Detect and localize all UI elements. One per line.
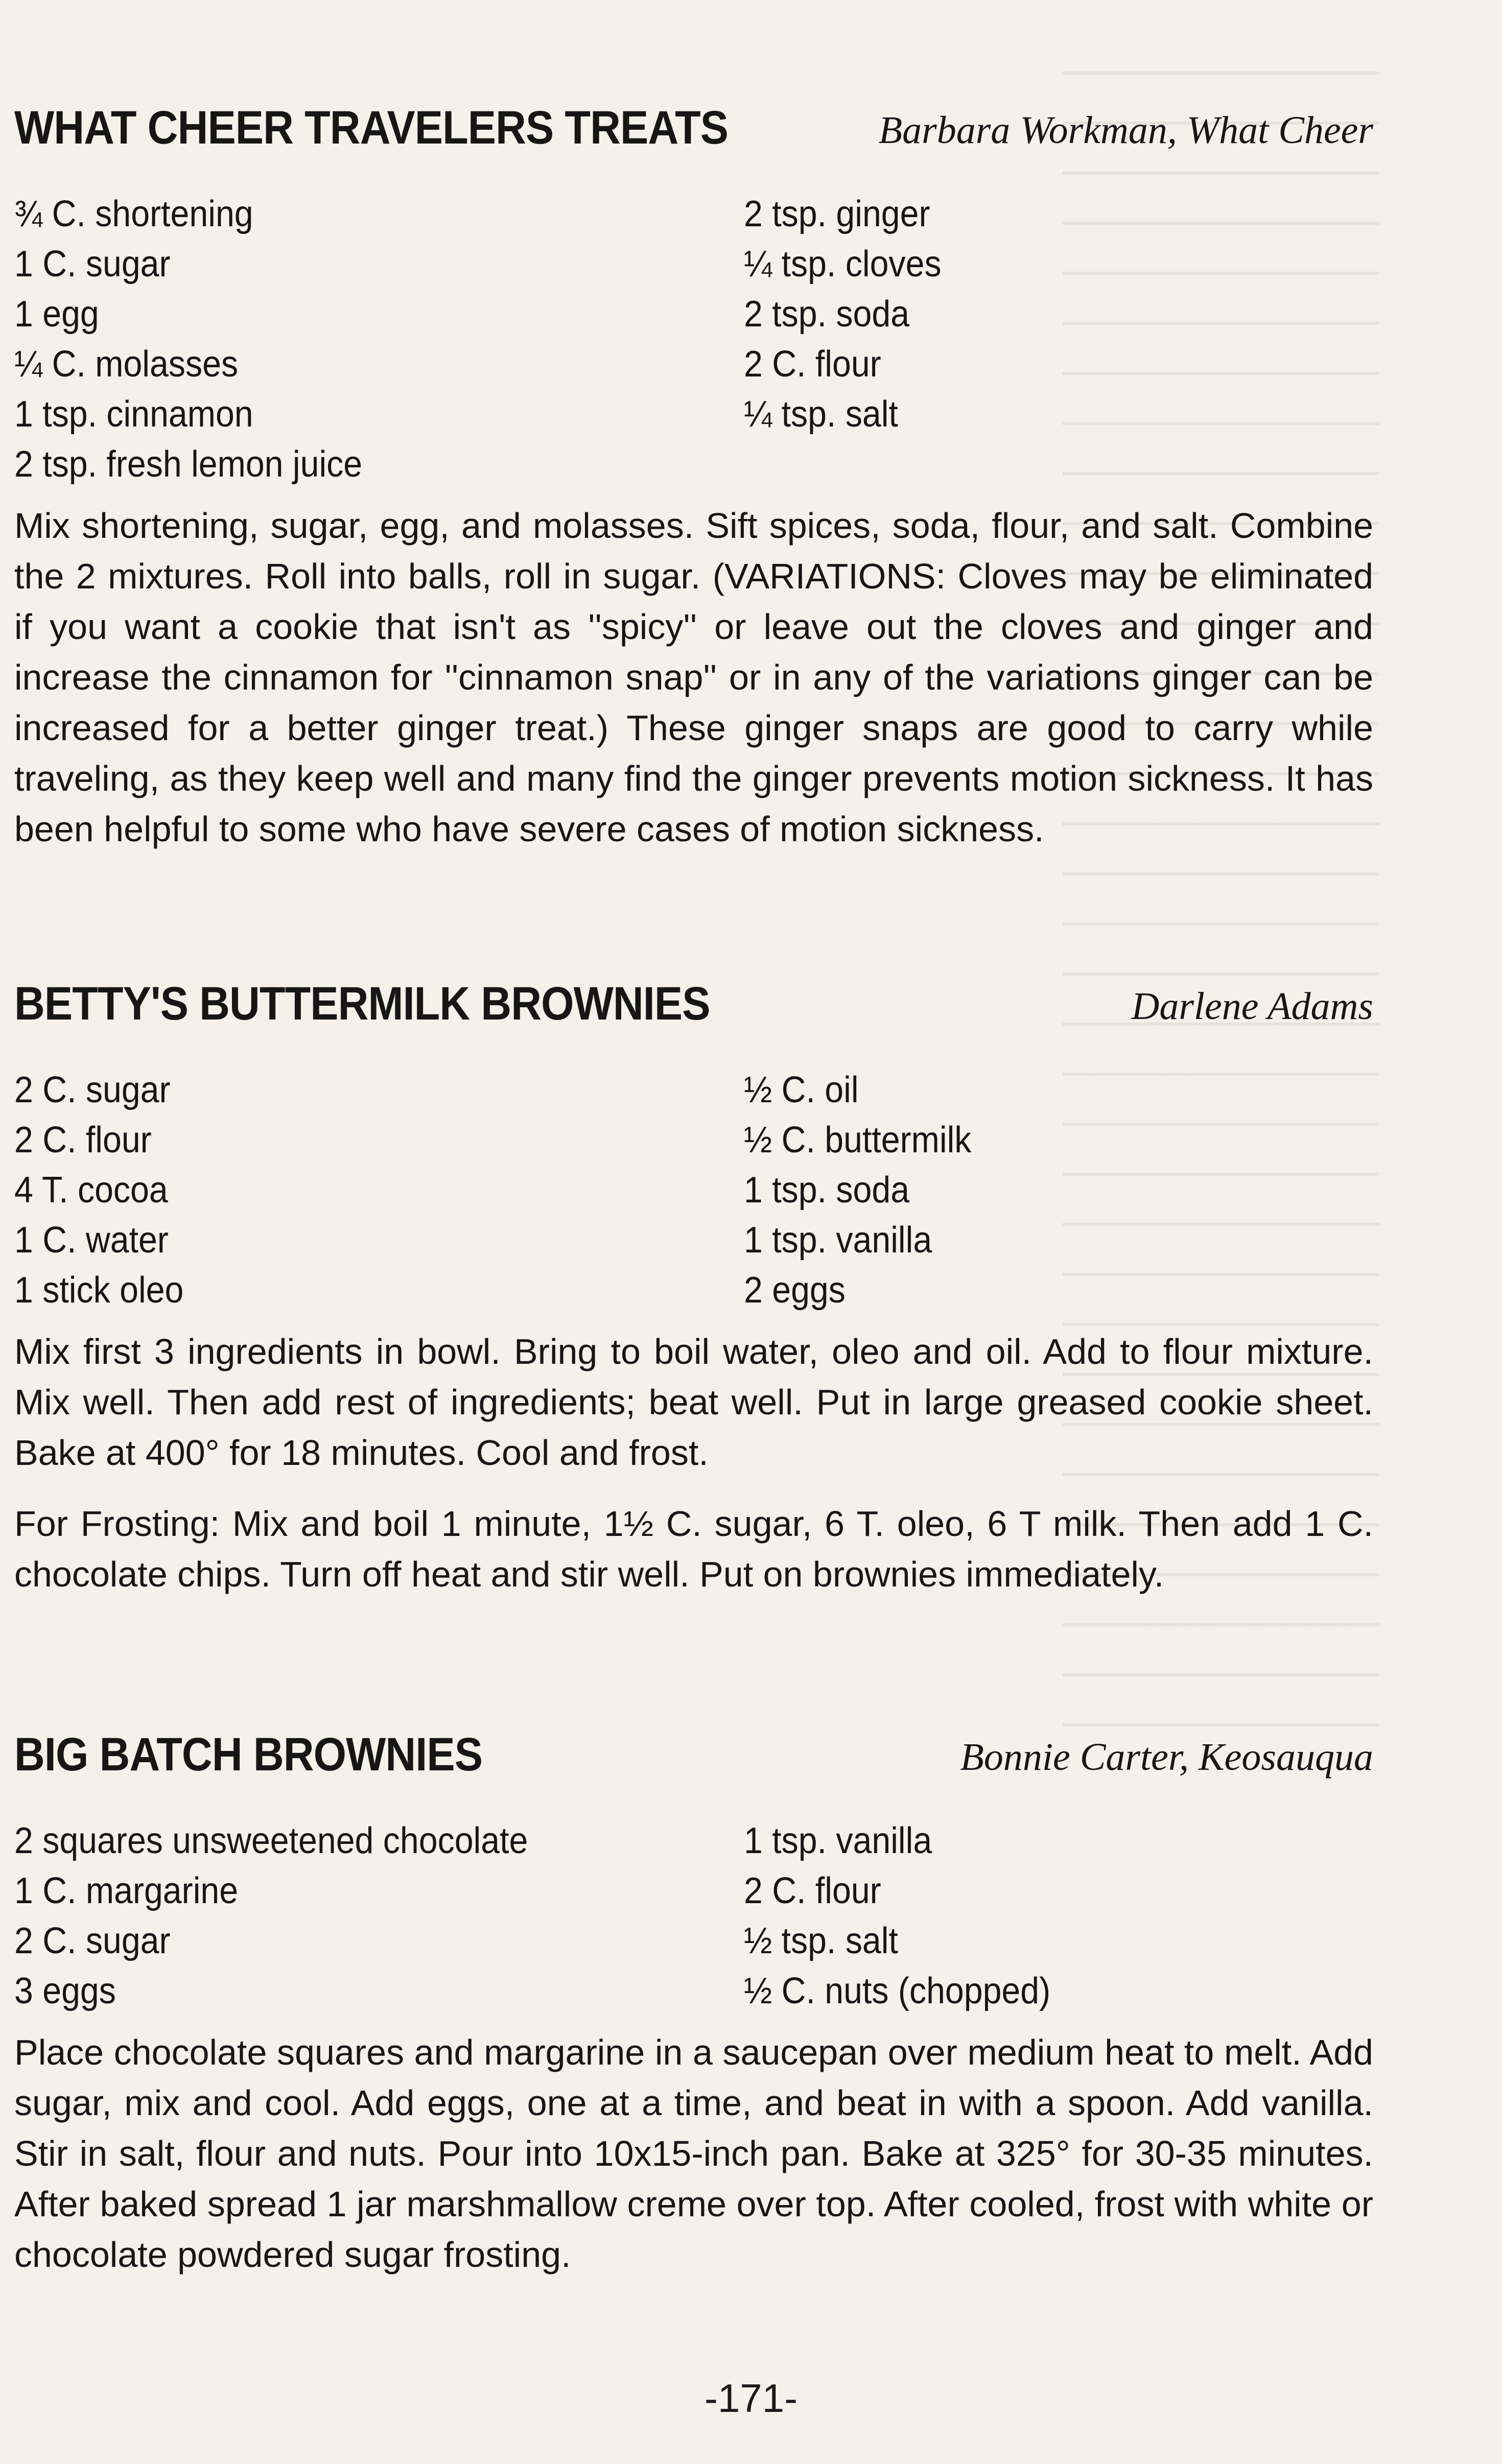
ingredient-list xyxy=(14,189,1373,489)
recipe-header xyxy=(14,973,1373,1039)
recipe-author: Barbara Workman, What Cheer xyxy=(878,109,1373,152)
ingredient-column-right xyxy=(744,1816,1373,2016)
ingredient-item: 2 squares unsweetened chocolate xyxy=(14,1820,528,1861)
ingredient-item: 1 C. sugar xyxy=(14,244,171,285)
ingredient-column-left xyxy=(14,1816,744,2016)
recipe-author: Darlene Adams xyxy=(1131,985,1373,1028)
ingredient-item: 2 C. sugar xyxy=(14,1921,171,1961)
ingredient-column-right xyxy=(744,1065,1373,1315)
ingredient-column-right xyxy=(744,189,1373,489)
ingredient-item: 2 tsp. fresh lemon juice xyxy=(14,444,363,485)
recipe-author: Bonnie Carter, Keosauqua xyxy=(960,1736,1373,1779)
ingredient-item: ¾ C. shortening xyxy=(14,194,253,234)
ingredient-item: ½ C. nuts (chopped) xyxy=(744,1971,1051,2011)
recipe-header xyxy=(14,1724,1373,1790)
ingredient-item: 2 tsp. ginger xyxy=(744,194,930,234)
recipe-big-batch-brownies xyxy=(14,1724,1373,2280)
ingredient-item: 2 C. flour xyxy=(744,344,881,385)
ingredient-item: 1 egg xyxy=(14,294,99,335)
frosting-instructions: For Frosting: Mix and boil 1 minute, 1½ C. sugar, 6 T. oleo, 6 T milk. Then add 1 C. chocolate chips. Turn off heat and stir well. Put on brownies immediately. xyxy=(14,1504,1373,1594)
ingredient-item: 2 C. sugar xyxy=(14,1070,171,1110)
ingredient-item: ½ C. buttermilk xyxy=(744,1120,972,1160)
ingredient-item: 2 C. flour xyxy=(744,1870,881,1911)
recipe-directions: Mix shortening, sugar, egg, and molasses. Sift spices, soda, flour, and salt. Combine the 2 mixtures. Roll into balls, roll in sugar. (VARIATIONS: Cloves may be eliminated if you want a cookie that isn't as ''spicy'' or leave out the cloves and ginger and increase the cinnamon for ''cinnamon snap'' or in any of the variations ginger can be increased for a better ginger treat.) These ginger snaps are good to carry while traveling, as they keep well and many find the ginger prevents motion sickness. It has been helpful to some who have severe cases of motion sickness. xyxy=(14,506,1373,849)
ingredient-column-left xyxy=(14,189,744,489)
ingredient-item: 2 C. flour xyxy=(14,1120,152,1160)
recipe-header xyxy=(14,97,1373,163)
recipe-title: BIG BATCH BROWNIES xyxy=(14,1728,483,1781)
ingredient-item: ½ tsp. salt xyxy=(744,1921,898,1961)
ingredient-list xyxy=(14,1065,1373,1315)
ingredient-item: ¼ tsp. cloves xyxy=(744,244,942,285)
ingredient-item: 2 tsp. soda xyxy=(744,294,910,335)
ingredient-list xyxy=(14,1816,1373,2016)
ingredient-item: 1 tsp. cinnamon xyxy=(14,394,253,435)
ingredient-item: 1 tsp. vanilla xyxy=(744,1820,932,1861)
ingredient-item: ¼ C. molasses xyxy=(14,344,239,385)
ingredient-item: 3 eggs xyxy=(14,1971,116,2011)
ingredient-item: 2 eggs xyxy=(744,1270,846,1311)
ingredient-item: 1 tsp. vanilla xyxy=(744,1220,932,1261)
recipe-directions: Mix first 3 ingredients in bowl. Bring to boil water, oleo and oil. Add to flour mixture. Mix well. Then add rest of ingredients; beat well. Put in large greased cookie sheet. Bake at 400° for 18 minutes. Cool and frost. xyxy=(14,1332,1373,1473)
recipe-bettys-buttermilk-brownies xyxy=(14,973,1373,1600)
ingredient-item: 1 stick oleo xyxy=(14,1270,184,1311)
recipe-what-cheer-travelers-treats xyxy=(14,97,1373,855)
recipe-title: WHAT CHEER TRAVELERS TREATS xyxy=(14,102,729,154)
recipe-title: BETTY'S BUTTERMILK BROWNIES xyxy=(14,978,710,1030)
recipe-directions: Place chocolate squares and margarine in a saucepan over medium heat to melt. Add sugar, mix and cool. Add eggs, one at a time, and beat in with a spoon. Add vanilla. Stir in salt, flour and nuts. Pour into 10x15-inch pan. Bake at 325° for 30-35 minutes. After baked spread 1 jar marshmallow creme over top. After cooled, frost with white or chocolate powdered sugar frosting. xyxy=(14,2032,1373,2275)
ingredient-item: 4 T. cocoa xyxy=(14,1170,168,1211)
ingredient-item: ¼ tsp. salt xyxy=(744,394,898,435)
page-number: -171- xyxy=(704,2376,798,2421)
ingredient-item: ½ C. oil xyxy=(744,1070,859,1110)
ingredient-item: 1 C. water xyxy=(14,1220,169,1261)
ingredient-column-left xyxy=(14,1065,744,1315)
ingredient-item: 1 tsp. soda xyxy=(744,1170,910,1211)
ingredient-item: 1 C. margarine xyxy=(14,1870,239,1911)
